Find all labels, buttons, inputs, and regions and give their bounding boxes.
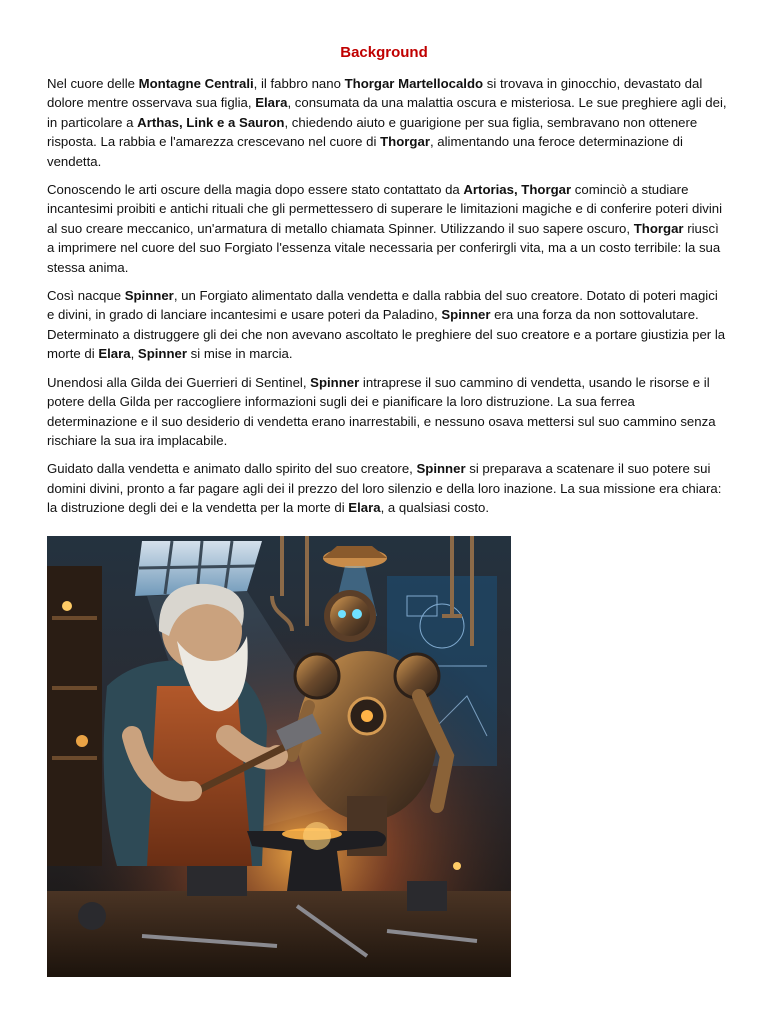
text-run: era una forza da non sottovalutare. Determinato a distruggere gli dei che non avevano ascoltato le preghiere del suo creatore e a portare giustizia per la morte di: [47, 307, 726, 362]
text-run: , chiedendo aiuto e guarigione per sua figlia, sembravano non ottenere risposta. La rabbia e l'amarezza crescevano nel cuore di: [47, 114, 698, 150]
bold-text-run: Artorias, Thorgar: [463, 182, 572, 198]
text-run: Così nacque: [47, 288, 125, 304]
text-run: cominciò a studiare incantesimi proibiti e antichi rituali che gli permettessero di superare le limitazioni magiche e di conferire poteri divini al suo creare meccanico, un'armatura di metallo chiamata Spinner. Utilizzando il suo sapere oscuro,: [47, 182, 723, 236]
text-run: Guidato dalla vendetta e animato dallo spirito del suo creatore,: [47, 461, 417, 477]
text-run: si preparava a scatenare il suo potere sui domini divini, pronto a far pagare agli dei il prezzo del loro silenzio e della loro inazione. La sua missione era chiara: la distruzione degli dei e la vendetta per la morte di: [47, 461, 722, 516]
paragraph: [47, 286, 727, 364]
text-run: , un Forgiato alimentato dalla vendetta e dalla rabbia del suo creatore. Dotato di poteri magici e divini, in grado di lanciare incantesimi e usare poteri da Paladino,: [47, 288, 718, 323]
text-run: , consumata da una malattia oscura e misteriosa. Le sue preghiere agli dei, in particolare a: [47, 95, 727, 130]
bold-text-run: Thorgar: [380, 134, 430, 150]
bold-text-run: Spinner: [416, 461, 466, 477]
text-run: Nel cuore delle: [47, 76, 139, 91]
bold-text-run: Arthas, Link e a Sauron: [137, 114, 285, 130]
bold-text-run: Spinner: [124, 288, 174, 304]
paragraph: [47, 373, 727, 451]
bold-text-run: Spinner: [137, 346, 187, 362]
paragraph: [47, 74, 727, 171]
text-run: riuscì a imprimere nel cuore del suo Forgiato l'essenza vitale necessaria per conferirgli vita, ma a un costo terribile: la sua stessa anima.: [47, 220, 721, 275]
text-run: ,: [130, 346, 138, 362]
text-run: intraprese il suo cammino di vendetta, usando le risorse e il potere della Gilda per raccogliere informazioni sugli dei e pianificare la loro distruzione. La sua ferrea determinazione e il suo desiderio di vendetta erano inarrestabili, e nessuno osava mettersi sul suo cammino senza rischiare la sua ira implacabile.: [47, 374, 716, 448]
forge-illustration: [47, 536, 511, 977]
bold-text-run: Thorgar: [633, 220, 684, 236]
text-run: , alimentando una feroce determinazione di vendetta.: [47, 134, 683, 169]
document-title: Background: [340, 44, 428, 61]
text-run: si trovava in ginocchio, devastato dal dolore mentre osservava sua figlia,: [47, 76, 703, 111]
bold-text-run: Elara: [98, 346, 131, 362]
text-run: Unendosi alla Gilda dei Guerrieri di Sentinel,: [47, 374, 311, 390]
bold-text-run: Spinner: [441, 307, 491, 323]
bold-text-run: Thorgar Martellocaldo: [344, 76, 484, 91]
text-run: si mise in marcia.: [187, 346, 293, 362]
bold-text-run: Elara: [348, 500, 381, 516]
text-run: , il fabbro nano: [253, 76, 345, 91]
bold-text-run: Spinner: [310, 374, 360, 390]
text-run: , a qualsiasi costo.: [380, 500, 490, 516]
text-run: Conoscendo le arti oscure della magia dopo essere stato contattato da: [47, 182, 464, 198]
paragraph: [47, 180, 727, 277]
bold-text-run: Elara: [255, 95, 288, 111]
bold-text-run: Montagne Centrali: [138, 76, 254, 91]
document-body: [47, 74, 727, 527]
paragraph: [47, 459, 727, 517]
